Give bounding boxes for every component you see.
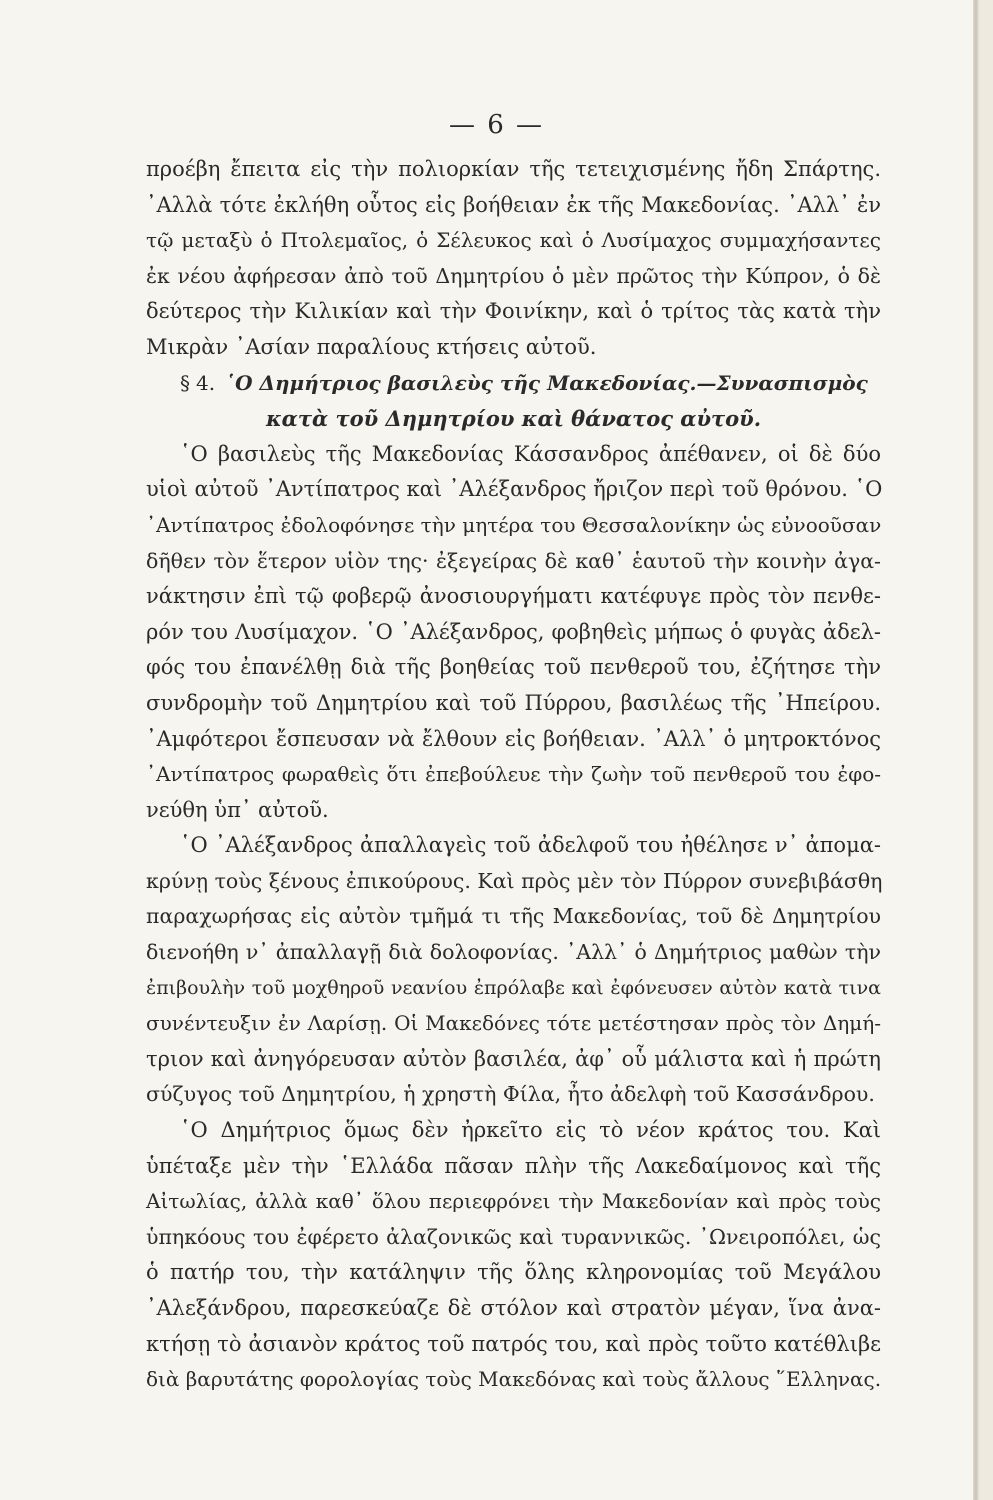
text-line: φός του ἐπανέλθῃ διὰ τῆς βοηθείας τοῦ πενθεροῦ του, ἐζήτησε τὴν: [146, 655, 881, 680]
text-line: συνέντευξιν ἐν Λαρίσῃ. Οἱ Μακεδόνες τότε μετέστησαν πρὸς τὸν Δημή-: [146, 1011, 881, 1036]
text-line: Μικρὰν ᾽Ασίαν παραλίους κτήσεις αὐτοῦ.: [146, 334, 597, 359]
text-line: δῆθεν τὸν ἕτερον υἱὸν της· ἐξεγείρας δὲ καθ᾽ ἑαυτοῦ τὴν κοινὴν ἀγα-: [146, 548, 881, 573]
text-line: ᾽Αντίπατρος ἐδολοφόνησε τὴν μητέρα του Θεσσαλονίκην ὡς εὐνοοῦσαν: [146, 512, 882, 537]
text-line: ῾Ο ᾽Αλέξανδρος ἀπαλλαγεὶς τοῦ ἀδελφοῦ του ἠθέλησε ν᾽ ἀπομα-: [180, 833, 881, 858]
paragraph-2: [146, 828, 881, 1113]
text-line: Αἰτωλίας, ἀλλὰ καθ᾽ ὅλου περιεφρόνει τὴν Μακεδονίαν καὶ πρὸς τοὺς: [146, 1189, 881, 1214]
page-text: [146, 152, 881, 1398]
text-line: διενοήθη ν᾽ ἀπαλλαγῇ διὰ δολοφονίας. ᾽Αλλ᾽ ὁ Δημήτριος μαθὼν τὴν: [146, 940, 881, 965]
text-line: τῷ μεταξὺ ὁ Πτολεμαῖος, ὁ Σέλευκος καὶ ὁ Λυσίμαχος συμμαχήσαντες: [146, 228, 881, 253]
section-number: 4.: [196, 370, 216, 395]
text-line: ᾽Αμφότεροι ἔσπευσαν νὰ ἔλθουν εἰς βοήθειαν. ᾽Αλλ᾽ ὁ μητροκτόνος: [146, 726, 881, 751]
text-line: τριον καὶ ἀνηγόρευσαν αὐτὸν βασιλέα, ἀφ᾽ οὗ μάλιστα καὶ ἡ πρώτη: [146, 1046, 881, 1071]
page-edge: [973, 0, 979, 1500]
page-shadow: [979, 0, 993, 1500]
text-line: ᾽Αλεξάνδρου, παρεσκεύαζε δὲ στόλον καὶ στρατὸν μέγαν, ἵνα ἀνα-: [146, 1296, 881, 1320]
text-line: νάκτησιν ἐπὶ τῷ φοβερῷ ἀνοσιουργήματι κατέφυγε πρὸς τὸν πενθε-: [146, 584, 881, 609]
text-line: κτήσῃ τὸ ἀσιανὸν κράτος τοῦ πατρός του, καὶ πρὸς τοῦτο κατέθλιβε: [146, 1331, 881, 1356]
text-line: προέβη ἔπειτα εἰς τὴν πολιορκίαν τῆς τετειχισμένης ἤδη Σπάρτης.: [146, 157, 881, 181]
text-line: ὑπέταξε μὲν τὴν ῾Ελλάδα πᾶσαν πλὴν τῆς Λακεδαίμονος καὶ τῆς: [146, 1153, 881, 1178]
text-line: ᾽Αλλὰ τότε ἐκλήθη οὗτος εἰς βοήθειαν ἐκ τῆς Μακεδονίας. ᾽Αλλ᾽ ἐν: [146, 192, 881, 217]
section-mark: §: [180, 370, 190, 395]
text-line: συνδρομὴν τοῦ Δημητρίου καὶ τοῦ Πύρρου, βασιλέως τῆς ᾽Ηπείρου.: [146, 690, 881, 715]
text-line: παραχωρήσας εἰς αὐτὸν τμῆμά τι τῆς Μακεδονίας, τοῦ δὲ Δημητρίου: [146, 904, 881, 929]
text-line: νεύθη ὑπ᾽ αὐτοῦ.: [146, 797, 329, 822]
text-line: υἱοὶ αὐτοῦ ᾽Αντίπατρος καὶ ᾽Αλέξανδρος ἤριζον περὶ τοῦ θρόνου. ῾Ο: [146, 477, 883, 502]
text-line: ἐκ νέου ἀφήρεσαν ἀπὸ τοῦ Δημητρίου ὁ μὲν πρῶτος τὴν Κύπρον, ὁ δὲ: [146, 263, 881, 288]
text-line: σύζυγος τοῦ Δημητρίου, ἡ χρηστὴ Φίλα, ἦτο ἀδελφὴ τοῦ Κασσάνδρου.: [146, 1082, 875, 1107]
section-subheading: κατὰ τοῦ Δημητρίου καὶ θάνατος αὐτοῦ.: [265, 406, 762, 432]
text-line: ρόν του Λυσίμαχον. ῾Ο ᾽Αλέξανδρος, φοβηθεὶς μήπως ὁ φυγὰς ἀδελ-: [146, 619, 881, 644]
paragraph-intro: [146, 152, 881, 366]
paragraph-1: [146, 437, 881, 829]
page-number: — 6 —: [448, 110, 545, 140]
section-title-line1: ῾Ο Δημήτριος βασιλεὺς τῆς Μακεδονίας.—Συνασπισμὸς: [225, 370, 868, 395]
text-line: ὑπηκόους του ἐφέρετο ἀλαζονικῶς καὶ τυραννικῶς. ᾽Ωνειροπόλει, ὡς: [146, 1224, 881, 1249]
text-line: κρύνῃ τοὺς ξένους ἐπικούρους. Καὶ πρὸς μὲν τὸν Πύρρον συνεβιβάσθη: [146, 868, 883, 893]
text-line: ῾Ο βασιλεὺς τῆς Μακεδονίας Κάσσανδρος ἀπέθανεν, οἱ δὲ δύο: [180, 441, 881, 466]
text-line: ᾽Αντίπατρος φωραθεὶς ὅτι ἐπεβούλευε τὴν ζωὴν τοῦ πενθεροῦ του ἐφο-: [146, 762, 881, 787]
text-line: δεύτερος τὴν Κιλικίαν καὶ τὴν Φοινίκην, καὶ ὁ τρίτος τὰς κατὰ τὴν: [146, 299, 881, 324]
section-heading: [146, 366, 881, 402]
paragraph-3: [146, 1113, 881, 1398]
text-line: διὰ βαρυτάτης φορολογίας τοὺς Μακεδόνας καὶ τοὺς ἄλλους ῞Ελληνας.: [146, 1367, 882, 1392]
text-line: ἐπιβουλὴν τοῦ μοχθηροῦ νεανίου ἐπρόλαβε καὶ ἐφόνευσεν αὐτὸν κατὰ τινα: [146, 976, 881, 999]
text-line: ῾Ο Δημήτριος ὅμως δὲν ἠρκεῖτο εἰς τὸ νέον κράτος του. Καὶ: [180, 1118, 881, 1143]
text-line: ὁ πατήρ του, τὴν κατάληψιν τῆς ὅλης κληρονομίας τοῦ Μεγάλου: [146, 1260, 881, 1285]
